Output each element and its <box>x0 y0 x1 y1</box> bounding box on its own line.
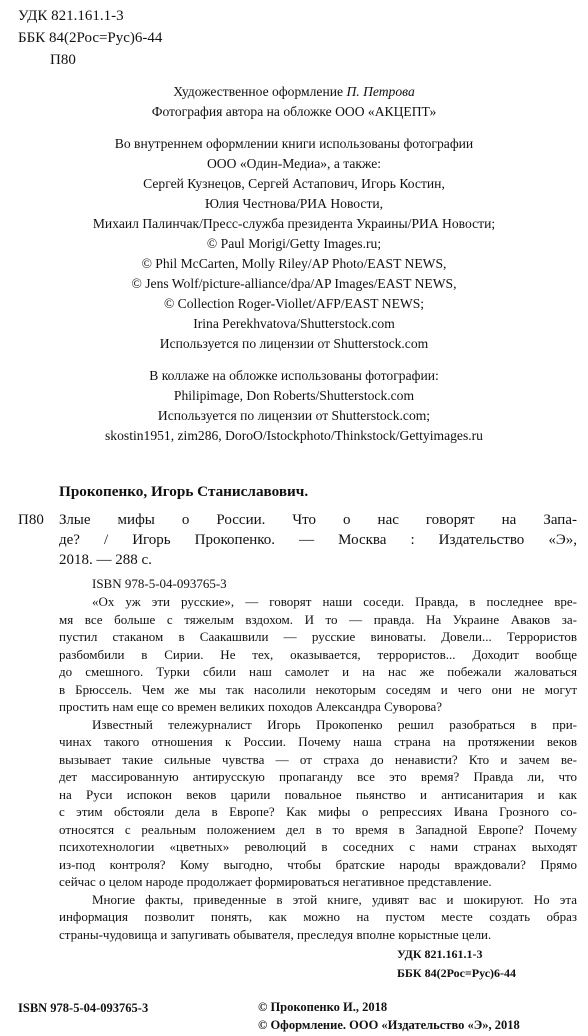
header-bbk: ББК 84(2Рос=Рус)6-44 <box>18 30 163 46</box>
annotation-line: «Ох уж эти русские», — говорят наши соседи. Правда, в последнее вре- <box>92 594 577 609</box>
footer-copyright-design: © Оформление. ООО «Издательство «Э», 2018 <box>258 1018 520 1032</box>
art-design-credit <box>0 84 588 100</box>
collage-credit-line: В коллаже на обложке использованы фотографии: <box>149 368 439 383</box>
interior-credit-line: ООО «Один-Медиа», а также: <box>206 156 382 171</box>
collage-credit-line: Philipimage, Don Roberts/Shutterstock.com <box>173 388 415 403</box>
annotation-line: из-под контроля? Кому выгодно, чтобы братские народы враждовали? Прямо <box>59 856 577 872</box>
interior-credit-line: Сергей Кузнецов, Сергей Астапович, Игорь Костин, <box>143 176 445 191</box>
bib-description-line: де? / Игорь Прокопенко. — Москва : Издательство «Э», <box>59 532 577 548</box>
annotation-line: страны-чудовища и запугивать обывателя, преследуя вполне корыстные цели. <box>59 926 492 942</box>
bib-description-line: 2018. — 288 с. <box>59 552 152 568</box>
art-design-prefix: Художественное оформление <box>173 84 347 99</box>
collage-credit-line: skostin1951, zim286, DoroO/Istockphoto/Thinkstock/Gettyimages.ru <box>105 428 483 443</box>
annotation-line: Многие факты, приведенные в этой книге, удивят вас и шокируют. Но эта <box>92 891 577 907</box>
header-udk: УДК 821.161.1-3 <box>18 8 124 24</box>
interior-credit-line: Irina Perekhvatova/Shutterstock.com <box>193 316 395 331</box>
bib-description-line: Злые мифы о России. Что о нас говорят на Запа- <box>59 512 577 528</box>
interior-credit-line: © Jens Wolf/picture-alliance/dpa/AP Images/EAST NEWS, <box>131 276 457 291</box>
annotation-line: простить нам еще со времен великих походов Александра Суворова? <box>59 699 443 714</box>
cover-photo-credit: Фотография автора на обложке ООО «АКЦЕПТ» <box>151 104 437 119</box>
bib-isbn: ISBN 978-5-04-093765-3 <box>92 576 227 591</box>
annotation-line: относятся с реальным положением дел в то время в Западной Европе? Почему <box>59 821 577 837</box>
annotation-line: сейчас о целом народе продолжает формироваться негативное представление. <box>59 874 492 889</box>
annotation-line: чинах такого отношения к России. Почему наша страна на протяжении веков <box>59 734 577 749</box>
interior-credit-line: Юлия Честнова/РИА Новости, <box>204 196 384 211</box>
annotation-line: с этим обстояли дела в Европе? Как мифы о репрессиях Ивана Грозного со- <box>59 804 577 819</box>
footer-isbn: ISBN 978-5-04-093765-3 <box>18 1001 149 1015</box>
annotation-line: мя все больше с тяжелым вздохом. И то — правда. На Украине Аваков за- <box>59 611 577 627</box>
annotation-line: психотехнологии «цветных» революций в соседних с нами странах выходят <box>59 839 577 854</box>
bib-description <box>59 510 577 570</box>
art-design-name: П. Петрова <box>346 84 415 99</box>
footer-copyright-author: © Прокопенко И., 2018 <box>258 1000 388 1014</box>
bib-author: Прокопенко, Игорь Станиславович. <box>59 483 309 500</box>
annotation-line: на Руси испокон веков царили повальное пьянство и антисанитария и как <box>59 786 577 802</box>
interior-credit-line: © Collection Roger-Viollet/AFP/EAST NEWS; <box>163 296 425 311</box>
interior-credit-line: © Paul Morigi/Getty Images.ru; <box>206 236 382 251</box>
annotation-paragraph-1 <box>59 593 577 716</box>
annotation-line: пустил стаканом в Саакашвили — русские виноваты. Довели... Террористов <box>59 629 577 644</box>
annotation-line: Известный тележурналист Игорь Прокопенко решил разобраться в при- <box>92 716 577 732</box>
annotation-line: до смешного. Турки сбили наш самолет и на нас же побежали жаловаться <box>59 664 577 679</box>
annotation-paragraph-2 <box>59 716 577 891</box>
interior-credit-line: Используется по лицензии от Shutterstock.com <box>159 336 429 351</box>
interior-credit-line: © Phil McCarten, Molly Riley/AP Photo/EAST NEWS, <box>141 256 447 271</box>
header-code: П80 <box>50 52 76 68</box>
annotation-line: информация позволит понять, как можно на пустом месте создать образ <box>59 909 577 924</box>
annotation-line: дет массированную антирусскую пропаганду все это время? Правда ли, что <box>59 769 577 784</box>
interior-credit-line: Михаил Палинчак/Пресс-служба президента Украины/РИА Новости; <box>92 216 496 231</box>
codes-udk: УДК 821.161.1-3 <box>397 947 483 961</box>
interior-credit-line: Во внутреннем оформлении книги использованы фотографии <box>114 136 474 151</box>
annotation-paragraph-3 <box>59 891 577 944</box>
annotation-line: вызывает такие сильные чувства — от страха до ненависти? Кто и зачем ве- <box>59 751 577 767</box>
annotation-line: в Брюссель. Чем же мы так насолили некоторым соседям и чего они не могут <box>59 681 577 697</box>
bib-code: П80 <box>18 512 44 528</box>
collage-credit-line: Используется по лицензии от Shutterstock.com; <box>157 408 431 423</box>
codes-bbk: ББК 84(2Рос=Рус)6-44 <box>397 966 517 980</box>
annotation-line: разбомбили в Сирии. Не тех, оказывается, террористов... Доходит вообще <box>59 646 577 662</box>
